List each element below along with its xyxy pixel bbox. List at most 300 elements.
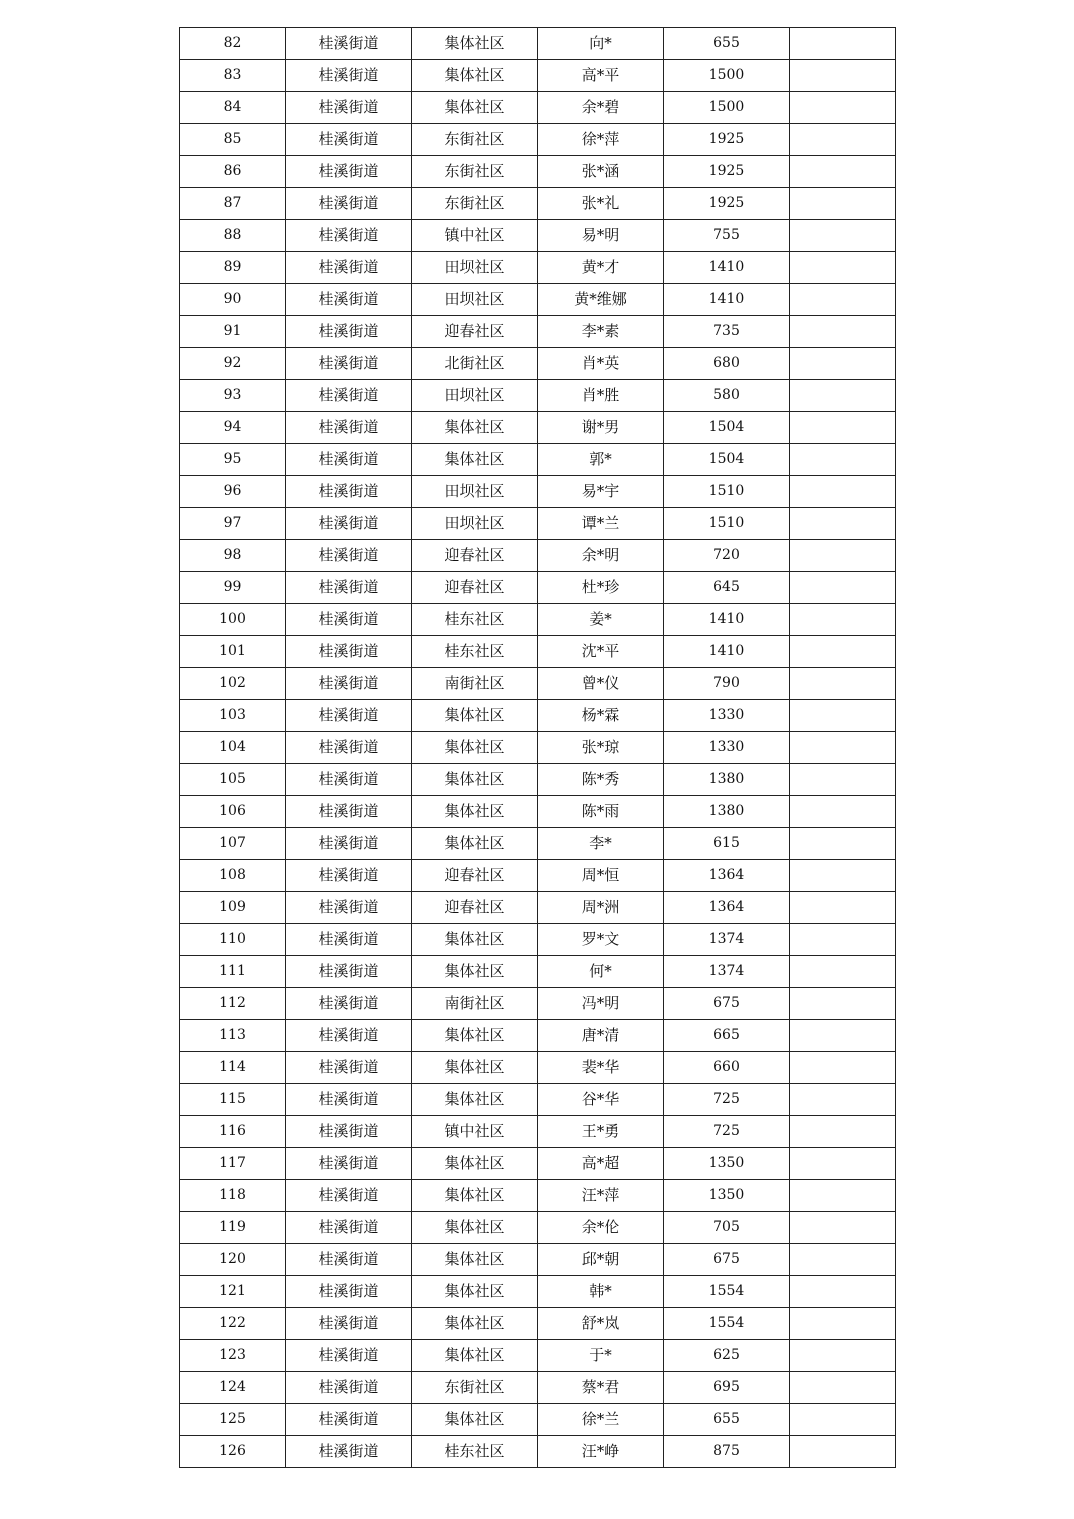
cell-note: [790, 28, 896, 60]
table-row: [180, 956, 896, 988]
cell-index: 101: [180, 636, 286, 668]
cell-street: 桂溪街道: [286, 380, 412, 412]
cell-name: 李*: [538, 828, 664, 860]
cell-community: 集体社区: [412, 1244, 538, 1276]
cell-community: 集体社区: [412, 956, 538, 988]
table-row: [180, 1276, 896, 1308]
cell-note: [790, 1212, 896, 1244]
cell-note: [790, 1180, 896, 1212]
cell-community: 桂东社区: [412, 636, 538, 668]
cell-community: 集体社区: [412, 1308, 538, 1340]
table-row: [180, 476, 896, 508]
cell-note: [790, 764, 896, 796]
table-row: [180, 668, 896, 700]
cell-name: 易*宇: [538, 476, 664, 508]
cell-street: 桂溪街道: [286, 1052, 412, 1084]
cell-index: 118: [180, 1180, 286, 1212]
cell-amount: 1364: [664, 892, 790, 924]
cell-note: [790, 252, 896, 284]
cell-index: 125: [180, 1404, 286, 1436]
table-row: [180, 1244, 896, 1276]
cell-community: 集体社区: [412, 1340, 538, 1372]
cell-name: 陈*秀: [538, 764, 664, 796]
cell-amount: 1380: [664, 796, 790, 828]
cell-amount: 1410: [664, 284, 790, 316]
cell-name: 李*素: [538, 316, 664, 348]
cell-note: [790, 284, 896, 316]
cell-street: 桂溪街道: [286, 764, 412, 796]
table-row: [180, 60, 896, 92]
cell-street: 桂溪街道: [286, 28, 412, 60]
cell-street: 桂溪街道: [286, 1308, 412, 1340]
cell-street: 桂溪街道: [286, 636, 412, 668]
cell-note: [790, 1340, 896, 1372]
cell-amount: 725: [664, 1084, 790, 1116]
table-row: [180, 1404, 896, 1436]
cell-index: 102: [180, 668, 286, 700]
cell-note: [790, 604, 896, 636]
cell-community: 田坝社区: [412, 380, 538, 412]
cell-note: [790, 316, 896, 348]
table-row: [180, 412, 896, 444]
cell-amount: 1554: [664, 1276, 790, 1308]
cell-index: 109: [180, 892, 286, 924]
cell-name: 汪*萍: [538, 1180, 664, 1212]
cell-name: 张*琼: [538, 732, 664, 764]
table-row: [180, 700, 896, 732]
cell-street: 桂溪街道: [286, 988, 412, 1020]
cell-community: 迎春社区: [412, 572, 538, 604]
cell-name: 徐*兰: [538, 1404, 664, 1436]
cell-index: 117: [180, 1148, 286, 1180]
table-row: [180, 28, 896, 60]
cell-name: 姜*: [538, 604, 664, 636]
cell-name: 张*涵: [538, 156, 664, 188]
cell-community: 田坝社区: [412, 284, 538, 316]
cell-amount: 790: [664, 668, 790, 700]
cell-street: 桂溪街道: [286, 92, 412, 124]
cell-amount: 755: [664, 220, 790, 252]
cell-amount: 720: [664, 540, 790, 572]
cell-name: 何*: [538, 956, 664, 988]
cell-note: [790, 1116, 896, 1148]
cell-community: 南街社区: [412, 668, 538, 700]
cell-street: 桂溪街道: [286, 220, 412, 252]
cell-index: 106: [180, 796, 286, 828]
cell-name: 冯*明: [538, 988, 664, 1020]
table-row: [180, 1212, 896, 1244]
cell-name: 张*礼: [538, 188, 664, 220]
cell-street: 桂溪街道: [286, 1116, 412, 1148]
cell-name: 肖*英: [538, 348, 664, 380]
table-row: [180, 508, 896, 540]
table-row: [180, 604, 896, 636]
cell-note: [790, 1372, 896, 1404]
table-row: [180, 380, 896, 412]
cell-community: 集体社区: [412, 1052, 538, 1084]
cell-index: 100: [180, 604, 286, 636]
cell-index: 119: [180, 1212, 286, 1244]
table-row: [180, 124, 896, 156]
cell-amount: 1374: [664, 924, 790, 956]
subsidy-table: [179, 27, 896, 1468]
cell-name: 黄*维娜: [538, 284, 664, 316]
cell-note: [790, 1244, 896, 1276]
cell-community: 迎春社区: [412, 540, 538, 572]
cell-street: 桂溪街道: [286, 444, 412, 476]
cell-amount: 705: [664, 1212, 790, 1244]
cell-index: 85: [180, 124, 286, 156]
cell-name: 杨*霖: [538, 700, 664, 732]
cell-amount: 655: [664, 28, 790, 60]
cell-community: 南街社区: [412, 988, 538, 1020]
cell-amount: 1510: [664, 476, 790, 508]
cell-amount: 1500: [664, 92, 790, 124]
table-row: [180, 1340, 896, 1372]
cell-name: 易*明: [538, 220, 664, 252]
cell-street: 桂溪街道: [286, 1244, 412, 1276]
table-row: [180, 348, 896, 380]
cell-amount: 1925: [664, 156, 790, 188]
cell-index: 97: [180, 508, 286, 540]
cell-name: 舒*岚: [538, 1308, 664, 1340]
cell-index: 96: [180, 476, 286, 508]
cell-note: [790, 540, 896, 572]
cell-street: 桂溪街道: [286, 1436, 412, 1468]
cell-community: 集体社区: [412, 796, 538, 828]
cell-community: 镇中社区: [412, 220, 538, 252]
cell-street: 桂溪街道: [286, 1340, 412, 1372]
table-row: [180, 284, 896, 316]
cell-index: 99: [180, 572, 286, 604]
cell-index: 91: [180, 316, 286, 348]
cell-street: 桂溪街道: [286, 668, 412, 700]
cell-index: 107: [180, 828, 286, 860]
cell-street: 桂溪街道: [286, 316, 412, 348]
cell-street: 桂溪街道: [286, 188, 412, 220]
cell-street: 桂溪街道: [286, 860, 412, 892]
cell-name: 肖*胜: [538, 380, 664, 412]
table-row: [180, 1308, 896, 1340]
cell-street: 桂溪街道: [286, 572, 412, 604]
cell-community: 集体社区: [412, 1404, 538, 1436]
table-row: [180, 988, 896, 1020]
cell-index: 113: [180, 1020, 286, 1052]
cell-community: 迎春社区: [412, 892, 538, 924]
cell-community: 北街社区: [412, 348, 538, 380]
cell-name: 杜*珍: [538, 572, 664, 604]
cell-community: 集体社区: [412, 1180, 538, 1212]
cell-index: 92: [180, 348, 286, 380]
cell-note: [790, 508, 896, 540]
cell-community: 集体社区: [412, 1276, 538, 1308]
cell-index: 89: [180, 252, 286, 284]
cell-street: 桂溪街道: [286, 1180, 412, 1212]
cell-index: 115: [180, 1084, 286, 1116]
cell-amount: 1504: [664, 444, 790, 476]
cell-index: 98: [180, 540, 286, 572]
cell-amount: 1500: [664, 60, 790, 92]
cell-community: 东街社区: [412, 156, 538, 188]
table-row: [180, 732, 896, 764]
cell-community: 集体社区: [412, 444, 538, 476]
cell-note: [790, 732, 896, 764]
cell-index: 105: [180, 764, 286, 796]
cell-street: 桂溪街道: [286, 508, 412, 540]
cell-street: 桂溪街道: [286, 828, 412, 860]
cell-street: 桂溪街道: [286, 1148, 412, 1180]
cell-community: 桂东社区: [412, 604, 538, 636]
cell-index: 87: [180, 188, 286, 220]
table-row: [180, 1052, 896, 1084]
cell-street: 桂溪街道: [286, 284, 412, 316]
cell-amount: 1410: [664, 636, 790, 668]
cell-amount: 1350: [664, 1180, 790, 1212]
cell-name: 高*超: [538, 1148, 664, 1180]
cell-index: 94: [180, 412, 286, 444]
cell-street: 桂溪街道: [286, 412, 412, 444]
cell-community: 集体社区: [412, 764, 538, 796]
cell-name: 邱*朝: [538, 1244, 664, 1276]
table-row: [180, 1084, 896, 1116]
cell-note: [790, 1084, 896, 1116]
table-row: [180, 1148, 896, 1180]
cell-amount: 1374: [664, 956, 790, 988]
cell-amount: 1510: [664, 508, 790, 540]
cell-name: 于*: [538, 1340, 664, 1372]
cell-community: 镇中社区: [412, 1116, 538, 1148]
cell-index: 112: [180, 988, 286, 1020]
table-row: [180, 796, 896, 828]
cell-note: [790, 1308, 896, 1340]
cell-note: [790, 1404, 896, 1436]
cell-community: 集体社区: [412, 732, 538, 764]
cell-note: [790, 956, 896, 988]
cell-street: 桂溪街道: [286, 924, 412, 956]
cell-community: 集体社区: [412, 700, 538, 732]
cell-note: [790, 892, 896, 924]
cell-street: 桂溪街道: [286, 124, 412, 156]
cell-street: 桂溪街道: [286, 1404, 412, 1436]
cell-note: [790, 476, 896, 508]
cell-note: [790, 156, 896, 188]
cell-street: 桂溪街道: [286, 732, 412, 764]
cell-street: 桂溪街道: [286, 796, 412, 828]
table-row: [180, 1116, 896, 1148]
cell-amount: 675: [664, 1244, 790, 1276]
cell-street: 桂溪街道: [286, 1212, 412, 1244]
cell-index: 126: [180, 1436, 286, 1468]
cell-amount: 1380: [664, 764, 790, 796]
table-row: [180, 828, 896, 860]
table-row: [180, 188, 896, 220]
cell-note: [790, 92, 896, 124]
cell-amount: 615: [664, 828, 790, 860]
cell-index: 116: [180, 1116, 286, 1148]
cell-note: [790, 988, 896, 1020]
cell-name: 罗*文: [538, 924, 664, 956]
cell-street: 桂溪街道: [286, 1084, 412, 1116]
cell-note: [790, 188, 896, 220]
cell-index: 82: [180, 28, 286, 60]
cell-index: 90: [180, 284, 286, 316]
cell-index: 93: [180, 380, 286, 412]
cell-name: 蔡*君: [538, 1372, 664, 1404]
cell-amount: 625: [664, 1340, 790, 1372]
cell-street: 桂溪街道: [286, 540, 412, 572]
cell-community: 集体社区: [412, 60, 538, 92]
cell-community: 集体社区: [412, 1148, 538, 1180]
cell-street: 桂溪街道: [286, 476, 412, 508]
cell-amount: 675: [664, 988, 790, 1020]
cell-community: 桂东社区: [412, 1436, 538, 1468]
cell-community: 田坝社区: [412, 476, 538, 508]
cell-amount: 1554: [664, 1308, 790, 1340]
cell-index: 114: [180, 1052, 286, 1084]
cell-name: 郭*: [538, 444, 664, 476]
cell-note: [790, 636, 896, 668]
cell-index: 103: [180, 700, 286, 732]
cell-note: [790, 572, 896, 604]
cell-community: 集体社区: [412, 92, 538, 124]
cell-name: 周*恒: [538, 860, 664, 892]
table-row: [180, 1436, 896, 1468]
cell-index: 86: [180, 156, 286, 188]
cell-community: 东街社区: [412, 124, 538, 156]
cell-street: 桂溪街道: [286, 156, 412, 188]
cell-note: [790, 796, 896, 828]
cell-amount: 1925: [664, 188, 790, 220]
cell-index: 110: [180, 924, 286, 956]
cell-name: 沈*平: [538, 636, 664, 668]
cell-name: 韩*: [538, 1276, 664, 1308]
table-row: [180, 220, 896, 252]
table-body: [180, 28, 896, 1468]
cell-index: 104: [180, 732, 286, 764]
cell-amount: 1504: [664, 412, 790, 444]
cell-index: 83: [180, 60, 286, 92]
cell-name: 余*明: [538, 540, 664, 572]
cell-amount: 1350: [664, 1148, 790, 1180]
cell-note: [790, 124, 896, 156]
cell-index: 121: [180, 1276, 286, 1308]
cell-name: 余*伦: [538, 1212, 664, 1244]
cell-community: 集体社区: [412, 1212, 538, 1244]
cell-note: [790, 700, 896, 732]
cell-name: 王*勇: [538, 1116, 664, 1148]
table-row: [180, 892, 896, 924]
cell-note: [790, 1052, 896, 1084]
table-row: [180, 444, 896, 476]
document-page: [179, 27, 895, 1468]
cell-street: 桂溪街道: [286, 700, 412, 732]
cell-community: 迎春社区: [412, 860, 538, 892]
table-row: [180, 764, 896, 796]
cell-name: 余*碧: [538, 92, 664, 124]
cell-name: 高*平: [538, 60, 664, 92]
cell-note: [790, 60, 896, 92]
cell-amount: 580: [664, 380, 790, 412]
cell-street: 桂溪街道: [286, 60, 412, 92]
cell-note: [790, 380, 896, 412]
cell-note: [790, 444, 896, 476]
table-row: [180, 860, 896, 892]
cell-street: 桂溪街道: [286, 1372, 412, 1404]
cell-name: 谷*华: [538, 1084, 664, 1116]
cell-note: [790, 828, 896, 860]
cell-index: 111: [180, 956, 286, 988]
table-row: [180, 540, 896, 572]
table-row: [180, 92, 896, 124]
cell-note: [790, 924, 896, 956]
cell-amount: 1330: [664, 700, 790, 732]
cell-name: 黄*才: [538, 252, 664, 284]
cell-street: 桂溪街道: [286, 1276, 412, 1308]
cell-note: [790, 668, 896, 700]
cell-street: 桂溪街道: [286, 1020, 412, 1052]
cell-name: 向*: [538, 28, 664, 60]
cell-community: 东街社区: [412, 188, 538, 220]
cell-name: 裴*华: [538, 1052, 664, 1084]
cell-amount: 735: [664, 316, 790, 348]
cell-note: [790, 1148, 896, 1180]
cell-index: 124: [180, 1372, 286, 1404]
table-row: [180, 1020, 896, 1052]
cell-amount: 665: [664, 1020, 790, 1052]
cell-amount: 1330: [664, 732, 790, 764]
cell-note: [790, 860, 896, 892]
cell-community: 田坝社区: [412, 508, 538, 540]
cell-amount: 725: [664, 1116, 790, 1148]
cell-street: 桂溪街道: [286, 956, 412, 988]
cell-community: 集体社区: [412, 412, 538, 444]
cell-community: 集体社区: [412, 1020, 538, 1052]
cell-street: 桂溪街道: [286, 348, 412, 380]
cell-name: 陈*雨: [538, 796, 664, 828]
cell-street: 桂溪街道: [286, 892, 412, 924]
cell-community: 集体社区: [412, 1084, 538, 1116]
cell-note: [790, 220, 896, 252]
cell-index: 95: [180, 444, 286, 476]
cell-note: [790, 412, 896, 444]
cell-amount: 660: [664, 1052, 790, 1084]
cell-name: 谢*男: [538, 412, 664, 444]
cell-community: 集体社区: [412, 28, 538, 60]
cell-name: 唐*清: [538, 1020, 664, 1052]
cell-name: 徐*萍: [538, 124, 664, 156]
cell-index: 123: [180, 1340, 286, 1372]
cell-community: 迎春社区: [412, 316, 538, 348]
cell-amount: 645: [664, 572, 790, 604]
cell-amount: 1410: [664, 252, 790, 284]
table-row: [180, 156, 896, 188]
cell-community: 田坝社区: [412, 252, 538, 284]
cell-community: 集体社区: [412, 828, 538, 860]
cell-note: [790, 1436, 896, 1468]
cell-amount: 695: [664, 1372, 790, 1404]
cell-note: [790, 1020, 896, 1052]
table-row: [180, 316, 896, 348]
table-row: [180, 252, 896, 284]
table-row: [180, 572, 896, 604]
cell-amount: 875: [664, 1436, 790, 1468]
cell-community: 东街社区: [412, 1372, 538, 1404]
cell-index: 88: [180, 220, 286, 252]
cell-name: 周*洲: [538, 892, 664, 924]
cell-name: 谭*兰: [538, 508, 664, 540]
cell-community: 集体社区: [412, 924, 538, 956]
cell-note: [790, 1276, 896, 1308]
